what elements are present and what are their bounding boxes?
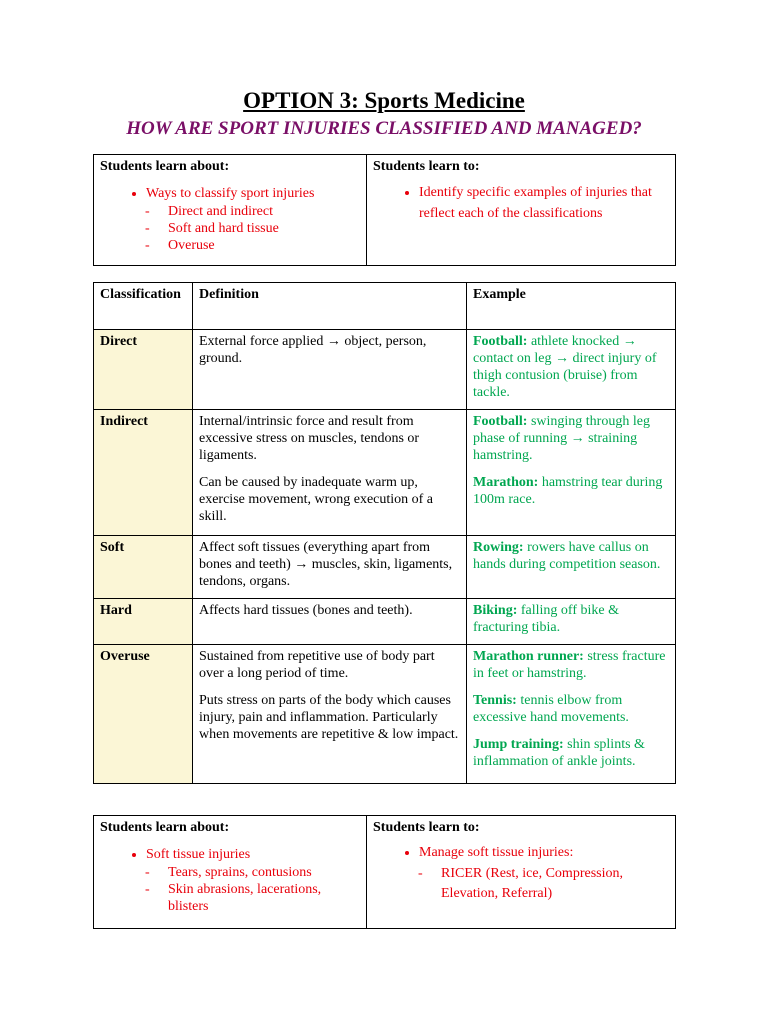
learn-about-bullet: • Soft tissue injuries - Tears, sprains, contusions - Skin abrasions, lacerations, blisters: [146, 846, 360, 915]
learn-about-bullet: • Ways to classify sport injuries - Direct and indirect - Soft and hard tissue - Overuse: [146, 185, 360, 254]
table-row: [94, 645, 676, 784]
learn-to-cell: [367, 816, 676, 929]
example-cell: Football: swinging through leg phase of running → straining hamstring. Marathon: hamstring tear during 100m race.: [467, 410, 676, 536]
classification-table: [93, 282, 676, 784]
page-title: OPTION 3: Sports Medicine: [243, 88, 525, 113]
classification-cell: Overuse: [94, 645, 193, 784]
learn-about-header: Students learn about:: [100, 159, 230, 174]
page-subtitle: HOW ARE SPORT INJURIES CLASSIFIED AND MANAGED?: [126, 118, 642, 139]
definition-cell: Internal/intrinsic force and result from excessive stress on muscles, tendons or ligaments. Can be caused by inadequate warm up, exercise movement, wrong execution of a skill.: [193, 410, 467, 536]
learn-about-subitem: - Skin abrasions, lacerations, blisters: [168, 881, 360, 915]
classification-cell: Soft: [94, 536, 193, 599]
learn-about-subitem: - Direct and indirect: [168, 203, 360, 220]
classification-cell: Direct: [94, 330, 193, 410]
learn-about-subitem: - Soft and hard tissue: [168, 220, 360, 237]
classification-cell: Indirect: [94, 410, 193, 536]
learn-to-cell: [367, 155, 676, 266]
example-cell: Football: athlete knocked → contact on leg → direct injury of thigh contusion (bruise) from tackle.: [467, 330, 676, 410]
learn-about-subitem: - Overuse: [168, 237, 360, 254]
definition-cell: Sustained from repetitive use of body part over a long period of time. Puts stress on parts of the body which causes injury, pain and inflammation. Particularly when movements are repetitive & low impact.: [193, 645, 467, 784]
table-row: [94, 536, 676, 599]
learn-about-subitem: - Tears, sprains, contusions: [168, 864, 360, 881]
definition-cell: Affects hard tissues (bones and teeth).: [193, 599, 467, 645]
classification-cell: Hard: [94, 599, 193, 645]
learn-to-subitem: - RICER (Rest, ice, Compression, Elevation, Referral): [441, 864, 669, 904]
table-row: [94, 599, 676, 645]
header-classification: Classification: [94, 283, 193, 330]
header-definition: Definition: [193, 283, 467, 330]
header-example: Example: [467, 283, 676, 330]
learn-to-header: Students learn to:: [373, 820, 480, 835]
example-cell: Rowing: rowers have callus on hands during competition season.: [467, 536, 676, 599]
outcomes-box-2: [93, 815, 676, 929]
outcomes-box-1: [93, 154, 676, 266]
table-row: [94, 330, 676, 410]
example-cell: Marathon runner: stress fracture in feet or hamstring. Tennis: tennis elbow from excessive hand movements. Jump training: shin splints & inflammation of ankle joints.: [467, 645, 676, 784]
learn-about-cell: [94, 155, 367, 266]
learn-to-header: Students learn to:: [373, 159, 480, 174]
learn-about-cell: [94, 816, 367, 929]
table-row: [94, 410, 676, 536]
learn-about-header: Students learn about:: [100, 820, 230, 835]
learn-to-bullet: • Manage soft tissue injuries: - RICER (Rest, ice, Compression, Elevation, Referral): [419, 843, 669, 904]
learn-to-bullet: • Identify specific examples of injuries that reflect each of the classifications: [419, 182, 669, 224]
definition-cell: Affect soft tissues (everything apart from bones and teeth) → muscles, skin, ligaments, tendons, organs.: [193, 536, 467, 599]
example-cell: Biking: falling off bike & fracturing tibia.: [467, 599, 676, 645]
definition-cell: External force applied → object, person, ground.: [193, 330, 467, 410]
